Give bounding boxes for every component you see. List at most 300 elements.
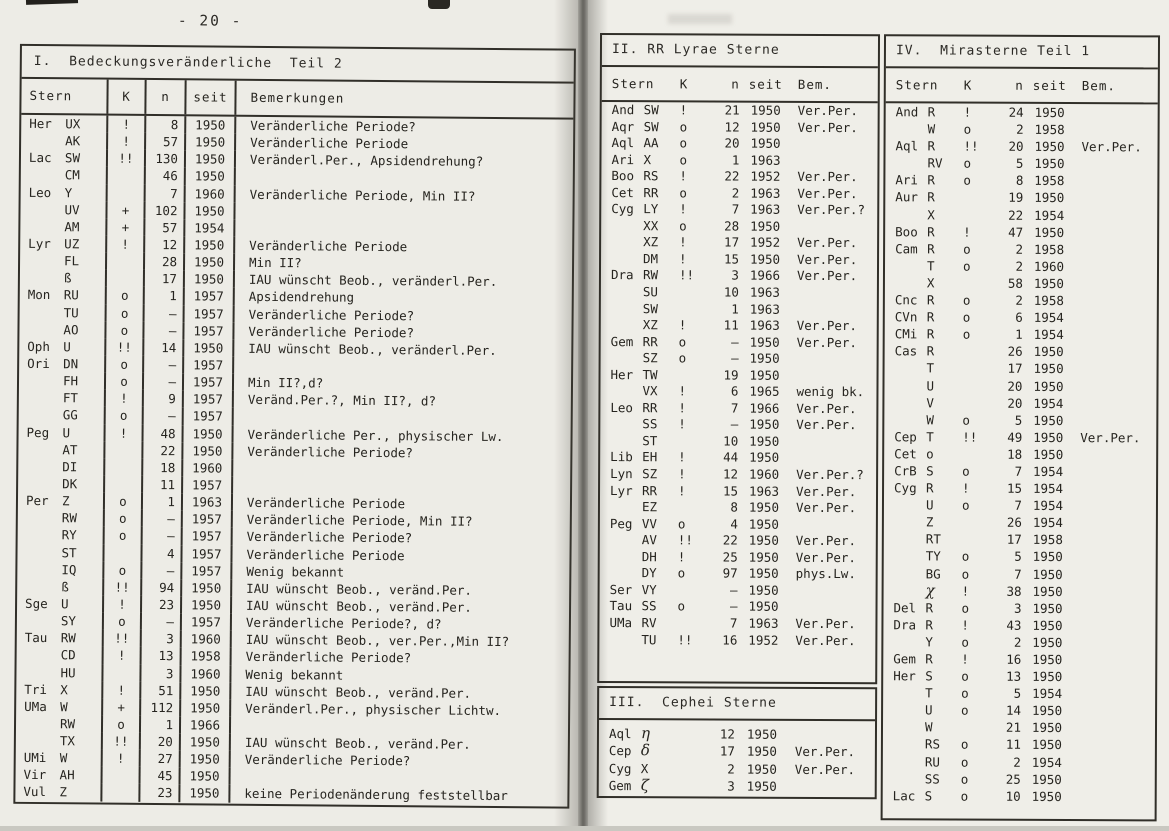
count-n: 94 — [140, 579, 180, 596]
constellation: Mon — [27, 287, 51, 303]
since-year: 1950 — [1032, 668, 1063, 685]
since-year: 1950 — [179, 750, 229, 768]
remark: Veränderliche Periode? — [231, 528, 570, 548]
star-designation: IQ — [61, 561, 77, 577]
page-number: - 20 - — [177, 13, 243, 30]
count-n: 5 — [1013, 685, 1022, 702]
table-row — [883, 770, 1155, 788]
key-flag — [963, 189, 989, 206]
constellation — [17, 560, 61, 578]
key-flag: !! — [677, 532, 693, 548]
count-n: 3 — [139, 664, 179, 681]
constellation: UMa — [24, 698, 47, 714]
constellation: Tau — [609, 598, 633, 614]
remark — [790, 516, 876, 533]
remark: Min II?,d? — [232, 374, 571, 394]
table-row — [885, 343, 1157, 361]
key-flag: o — [105, 304, 143, 321]
key-flag: ! — [962, 480, 970, 496]
constellation — [884, 394, 926, 411]
remark: Veränd.Per.?, Min II?, d? — [232, 391, 571, 411]
table-row — [884, 582, 1156, 600]
remark: Veränderliche Periode — [234, 134, 573, 154]
star-designation: RU — [63, 287, 79, 303]
key-flag: o — [963, 121, 972, 137]
table-row — [601, 367, 877, 385]
table-row — [884, 445, 1156, 463]
remark — [1074, 531, 1156, 548]
table-row — [602, 135, 878, 153]
count-n: 3 — [140, 630, 180, 647]
table-row — [885, 308, 1157, 326]
constellation — [18, 509, 62, 527]
constellation — [17, 578, 61, 596]
star-designation: U — [925, 702, 933, 718]
star-designation: R — [927, 104, 936, 120]
key-flag — [962, 531, 988, 548]
key-flag: o — [101, 715, 139, 732]
star-designation: SW — [643, 118, 659, 134]
star-designation: R — [927, 224, 935, 240]
since-year: 1963 — [748, 483, 780, 499]
star-designation: X — [643, 151, 652, 167]
table-row — [885, 257, 1157, 275]
key-flag: o — [960, 754, 969, 770]
key-flag — [681, 760, 699, 777]
table-row — [601, 218, 877, 236]
key-flag — [101, 664, 139, 681]
table-row — [599, 631, 875, 649]
constellation — [16, 715, 60, 733]
constellation — [600, 416, 642, 433]
table-header-row — [886, 68, 1158, 104]
remark — [1073, 617, 1155, 634]
key-flag: ! — [679, 168, 687, 184]
since-year: 1963 — [750, 201, 781, 218]
key-flag: + — [105, 218, 143, 235]
count-n: 12 — [724, 119, 740, 135]
star-designation: TY — [925, 548, 941, 564]
count-n: 7 — [729, 615, 738, 631]
constellation: Peg — [609, 515, 633, 531]
since-year: 1954 — [183, 219, 233, 237]
key-flag: o — [679, 218, 687, 234]
table-body — [883, 103, 1158, 805]
since-year: 1950 — [1031, 788, 1062, 804]
count-n: 15 — [722, 483, 739, 499]
key-flag: ! — [677, 549, 686, 565]
star-designation: DY — [641, 565, 657, 581]
key-flag: o — [961, 566, 970, 582]
column-header-stern: Stern — [29, 87, 73, 104]
key-flag — [103, 476, 141, 493]
star-designation: SS — [642, 416, 658, 432]
constellation — [600, 565, 642, 582]
key-flag: o — [678, 333, 687, 350]
since-year: 1960 — [179, 665, 229, 683]
remark — [789, 599, 875, 616]
key-flag: !! — [102, 578, 140, 595]
remark — [1075, 190, 1157, 207]
key-flag: ! — [678, 482, 686, 498]
remark — [1075, 155, 1157, 172]
since-year: 1950 — [1034, 104, 1065, 121]
constellation: Boo — [611, 168, 635, 184]
since-year: 1950 — [750, 102, 781, 118]
table-row — [885, 325, 1157, 343]
star-designation: U — [63, 339, 71, 355]
count-n: 9 — [142, 390, 182, 407]
count-n: 2 — [731, 185, 740, 201]
key-flag: ! — [102, 647, 140, 664]
remark: Min II? — [233, 254, 572, 274]
star-designation: DN — [63, 356, 79, 372]
since-year: 1950 — [1031, 703, 1063, 719]
star-designation: ST — [61, 544, 77, 560]
table-row — [601, 267, 877, 285]
since-year: 1950 — [1033, 275, 1065, 291]
remark — [1073, 600, 1155, 617]
remark: Ver.Per. — [794, 744, 856, 760]
star-designation: W — [59, 750, 68, 766]
remark: Ver.Per. — [795, 549, 856, 565]
star-designation: RR — [642, 333, 658, 349]
table-header-row — [602, 67, 878, 103]
since-year: 1954 — [1033, 463, 1064, 479]
star-designation: X — [926, 275, 935, 291]
since-year: 1963 — [749, 317, 780, 333]
key-flag — [962, 394, 988, 411]
column-header-stern: Stern — [611, 76, 655, 92]
remark: Veränderliche Periode? — [231, 442, 570, 462]
count-n: – — [142, 322, 182, 339]
since-year: 1966 — [749, 268, 781, 284]
constellation — [884, 496, 926, 513]
column-header-n: n — [144, 80, 184, 114]
count-n: – — [143, 304, 183, 321]
key-flag — [963, 206, 989, 223]
count-n: 38 — [1006, 583, 1022, 599]
count-n: – — [141, 510, 181, 527]
since-year: 1963 — [750, 185, 781, 201]
constellation: Cep — [894, 429, 917, 445]
remark: IAU wünscht Beob., veränd.Per. — [229, 682, 568, 702]
key-flag: o — [962, 412, 970, 428]
star-designation: LY — [643, 201, 659, 217]
star-designation: SW — [643, 102, 659, 118]
remark: Veränderliche Periode? — [233, 305, 572, 325]
since-year: 1950 — [1033, 429, 1064, 445]
remark — [1073, 737, 1155, 754]
star-designation: V — [926, 395, 934, 411]
remark — [1075, 360, 1157, 377]
key-flag: ! — [106, 116, 144, 133]
since-year: 1950 — [180, 579, 230, 597]
constellation — [16, 732, 60, 750]
constellation: Cet — [611, 184, 634, 200]
remark: Wenig bekannt — [229, 665, 568, 685]
star-designation: R — [927, 241, 935, 257]
key-flag: ! — [679, 201, 687, 217]
remark: Ver.Per. — [1080, 429, 1141, 446]
key-flag — [962, 377, 988, 394]
constellation — [17, 612, 61, 630]
remark — [1075, 275, 1157, 292]
count-n: 13 — [140, 647, 180, 664]
count-n: 3 — [731, 268, 740, 284]
constellation — [885, 206, 927, 223]
since-year: 1950 — [749, 367, 780, 383]
count-n: 2 — [1015, 258, 1024, 274]
remark: Ver.Per. — [796, 400, 857, 416]
key-flag: o — [103, 493, 141, 510]
since-year: 1950 — [749, 450, 780, 466]
since-year: 1950 — [748, 516, 779, 532]
key-flag: ! — [678, 416, 686, 432]
star-designation: U — [926, 377, 935, 393]
constellation: CVn — [894, 309, 918, 325]
star-designation: TX — [59, 733, 76, 749]
remark: Ver.Per. — [796, 317, 858, 334]
key-flag: o — [103, 527, 141, 544]
constellation: Peg — [26, 424, 50, 440]
count-n: 23 — [138, 784, 178, 801]
constellation: Her — [893, 668, 916, 684]
star-designation: AV — [641, 532, 657, 548]
constellation — [885, 155, 927, 172]
key-flag: + — [105, 201, 143, 218]
since-year: 1950 — [179, 733, 229, 751]
remark — [1075, 241, 1157, 258]
constellation — [21, 166, 65, 184]
remark — [1075, 292, 1157, 309]
count-n: 44 — [723, 450, 739, 466]
count-n: 2 — [1015, 292, 1023, 308]
remark — [792, 136, 878, 153]
constellation: Ori — [27, 355, 50, 372]
since-year: 1957 — [180, 545, 230, 563]
table-row — [884, 462, 1156, 480]
key-flag — [681, 725, 699, 742]
star-designation: RR — [642, 482, 658, 498]
constellation — [18, 475, 62, 493]
count-n: 26 — [1007, 344, 1023, 360]
table-row — [601, 317, 877, 335]
since-year: 1958 — [1033, 241, 1065, 257]
count-n: 49 — [1007, 429, 1023, 445]
key-flag — [962, 445, 988, 462]
star-designation: o — [926, 446, 934, 462]
remark — [1075, 309, 1157, 326]
count-n: 46 — [144, 167, 184, 184]
star-designation: R — [926, 326, 935, 342]
since-year: 1957 — [180, 562, 230, 580]
constellation: Ari — [895, 172, 919, 188]
table-row — [600, 582, 876, 600]
count-n: 8 — [144, 116, 184, 133]
remark: Veränderliche Periode — [233, 237, 572, 257]
star-designation: SW — [642, 300, 658, 316]
since-year: 1950 — [748, 532, 779, 548]
count-n: 1 — [143, 287, 183, 304]
count-n: 5 — [1015, 156, 1024, 172]
star-designation: R — [926, 309, 935, 325]
star-designation: HU — [60, 664, 76, 680]
remark: IAU wünscht Beob., veränd.Per. — [230, 579, 569, 599]
constellation — [883, 719, 925, 736]
constellation — [601, 350, 643, 367]
star-designation: RS — [924, 736, 941, 752]
star-designation: ß — [63, 270, 72, 286]
constellation — [883, 633, 925, 650]
since-year: 1950 — [183, 271, 233, 289]
since-year: 1950 — [748, 549, 779, 565]
since-year: 1950 — [749, 433, 780, 449]
constellation — [884, 548, 926, 565]
key-flag: !! — [102, 630, 140, 647]
key-flag: o — [104, 356, 142, 373]
table-row — [599, 598, 875, 616]
table-row — [600, 499, 876, 517]
count-n: 97 — [722, 565, 738, 581]
since-year: 1950 — [179, 682, 229, 700]
since-year: 1954 — [1032, 515, 1063, 531]
key-flag: o — [103, 510, 141, 527]
constellation — [20, 218, 64, 236]
count-n: 3 — [727, 778, 735, 794]
key-flag — [103, 441, 141, 458]
key-flag: ! — [105, 236, 143, 253]
count-n: 4 — [730, 516, 738, 532]
count-n: 23 — [140, 596, 180, 613]
table-row — [883, 650, 1155, 668]
since-year: 1963 — [749, 301, 780, 317]
key-flag — [103, 458, 141, 475]
star-designation: AT — [62, 441, 78, 458]
table-row — [600, 449, 876, 467]
since-year: 1950 — [1033, 378, 1064, 394]
remark: Apsidendrehung — [233, 288, 572, 308]
since-year: 1957 — [183, 288, 233, 306]
key-flag: ! — [678, 449, 686, 465]
count-n: 10 — [723, 284, 739, 300]
since-year: 1954 — [1033, 327, 1064, 343]
remark: Veränderl.Per., Apsidendrehung? — [234, 151, 573, 171]
remark: Ver.Per. — [794, 761, 856, 777]
constellation — [883, 753, 925, 770]
remark — [1073, 651, 1155, 668]
key-flag: !! — [678, 267, 695, 283]
table-row — [602, 102, 878, 120]
remark: Veränderliche Per., physischer Lw. — [231, 425, 570, 445]
constellation: Cet — [894, 446, 917, 462]
count-n: 25 — [722, 549, 738, 565]
column-header-seit: seit — [748, 76, 783, 92]
since-year: 1960 — [749, 466, 780, 482]
key-flag — [105, 253, 143, 270]
remark: Ver.Per. — [796, 417, 857, 433]
constellation: Her — [610, 366, 634, 382]
count-n: 47 — [1008, 224, 1024, 240]
table-row — [885, 291, 1157, 309]
key-flag: o — [961, 668, 969, 684]
remark — [1073, 685, 1155, 702]
table-row — [599, 742, 875, 761]
star-designation: U — [925, 497, 934, 513]
constellation — [601, 218, 643, 235]
remark: IAU wünscht Beob., veränd.Per. — [230, 597, 569, 617]
table-row — [600, 433, 876, 451]
since-year: 1950 — [1033, 446, 1064, 462]
key-flag: o — [961, 549, 970, 565]
count-n: 20 — [1007, 395, 1023, 411]
remark — [1074, 378, 1156, 395]
count-n: 12 — [723, 466, 739, 482]
star-designation: RU — [924, 753, 940, 770]
key-flag: ! — [679, 102, 688, 118]
constellation: Lac — [28, 150, 52, 166]
key-flag — [678, 582, 704, 599]
star-designation: W — [60, 698, 68, 715]
constellation — [883, 770, 925, 787]
since-year: 1950 — [184, 133, 234, 151]
remark — [1074, 566, 1156, 583]
remark — [1074, 480, 1156, 497]
since-year: 1952 — [750, 168, 781, 184]
count-n: 3 — [1013, 600, 1022, 616]
key-flag: ! — [961, 651, 969, 667]
remark: IAU wünscht Beob., veränderl.Per. — [233, 271, 572, 291]
table-title: I. Bedeckungsveränderliche Teil 2 — [22, 46, 574, 84]
remark — [1074, 548, 1156, 565]
since-year: 1966 — [749, 400, 780, 416]
since-year: 1950 — [749, 417, 780, 433]
constellation — [18, 440, 62, 458]
remark: IAU wünscht Beob., veränd.Per. — [229, 734, 568, 754]
since-year: 1954 — [1032, 686, 1063, 702]
star-designation: ß — [61, 579, 69, 595]
constellation: Cyg — [611, 201, 634, 217]
constellation — [20, 201, 64, 219]
table-row — [884, 548, 1156, 566]
count-n: – — [141, 527, 181, 544]
star-designation: R — [927, 189, 935, 205]
star-designation: Y — [925, 634, 933, 650]
count-n: 17 — [724, 234, 740, 250]
constellation — [884, 377, 926, 394]
count-n: 45 — [139, 767, 179, 784]
table-row — [601, 301, 877, 319]
count-n: – — [731, 350, 739, 366]
count-n: 6 — [1015, 309, 1023, 325]
remark: IAU wünscht Beob., ver.Per.,Min II? — [230, 631, 569, 651]
since-year: 1958 — [180, 648, 230, 666]
since-year: 1954 — [1032, 480, 1064, 497]
count-n: – — [142, 407, 182, 424]
table-row — [602, 119, 878, 137]
table-row — [599, 615, 875, 633]
count-n: 26 — [1006, 515, 1022, 531]
constellation — [601, 284, 643, 301]
table-row — [884, 394, 1156, 412]
constellation: Cyg — [608, 760, 632, 776]
key-flag: o — [104, 407, 142, 424]
key-flag: o — [963, 155, 972, 171]
constellation — [19, 372, 63, 390]
count-n: 1 — [139, 716, 179, 733]
star-designation: SS — [924, 771, 940, 787]
table-header-row — [21, 79, 573, 120]
